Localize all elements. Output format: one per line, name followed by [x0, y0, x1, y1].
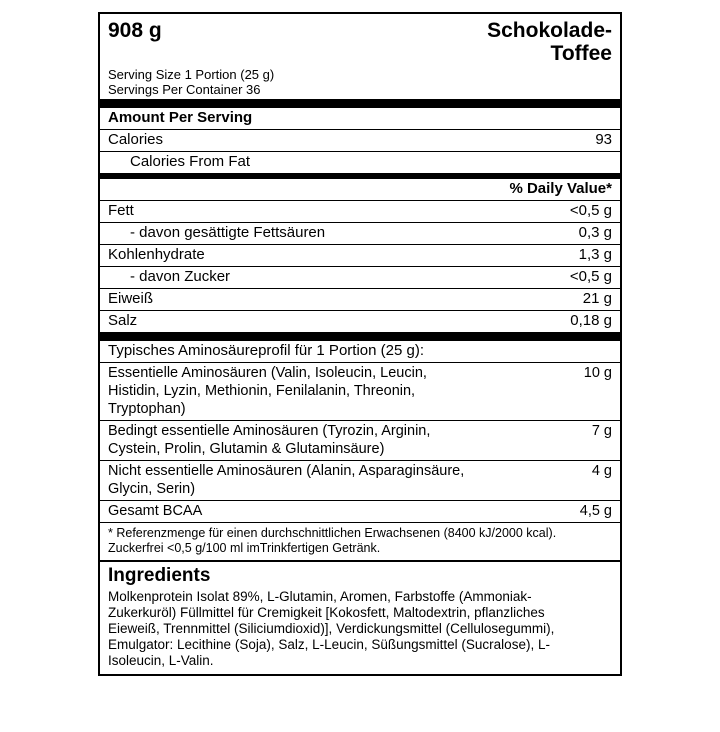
- serving-size: Serving Size 1 Portion (25 g): [108, 67, 275, 82]
- amino-row-nicht-essentielle: Nicht essentielle Aminosäuren (Alanin, Asparaginsäure, Glycin, Serin) 4 g: [100, 461, 620, 501]
- amino-row-bedingt: Bedingt essentielle Aminosäuren (Tyrozin, Arginin, Cystein, Prolin, Glutamin & Glutaminsäure) 7 g: [100, 421, 620, 461]
- nutrient-row-kohlenhydrate: Kohlenhydrate 1,3 g: [100, 245, 620, 267]
- amino-row-essentielle: Essentielle Aminosäuren (Valin, Isoleucin, Leucin, Histidin, Lyzin, Methionin, Fenilalanin, Threonin, Tryptophan) 10 g: [100, 363, 620, 421]
- reference-footnote: * Referenzmenge für einen durchschnittlichen Erwachsenen (8400 kJ/2000 kcal). Zuckerfrei <0,5 g/100 ml imTrinkfertigen Getränk.: [108, 526, 557, 555]
- calories-from-fat-label: Calories From Fat: [130, 153, 251, 170]
- calories-row: [100, 130, 620, 152]
- calories-value: 93: [595, 131, 612, 148]
- ingredients-text: Molkenprotein Isolat 89%, L-Glutamin, Aromen, Farbstoffe (Ammoniak-Zukerkuröl) Füllmittel für Cremigkeit [Kokosfett, Maltodextrin, pflanzliches Eieweiß, Trennmittel (Siliciumdioxid)], Verdickungsmittel (Cellulosegummi), Emulgator: Lecithine (Soja), Salz, L-Leucin, Süßungsmittel (Sucralose), L-Isoleucin, L-Valin.: [108, 589, 555, 668]
- amount-per-serving-header: Amount Per Serving: [100, 108, 620, 130]
- divider-bar-thick: [100, 332, 620, 341]
- nutrient-row-eiweiss: Eiweiß 21 g: [100, 289, 620, 311]
- calories-from-fat-row: [100, 152, 620, 173]
- nutrient-row-zucker: - davon Zucker <0,5 g: [100, 267, 620, 289]
- net-weight: 908 g: [108, 19, 162, 42]
- nutrient-row-fett: Fett <0,5 g: [100, 201, 620, 223]
- amino-row-gesamt-bcaa: Gesamt BCAA 4,5 g: [100, 501, 620, 523]
- nutrient-row-salz: Salz 0,18 g: [108, 312, 612, 329]
- nutrition-label: [98, 12, 622, 676]
- servings-per-container: Servings Per Container 36: [108, 82, 261, 97]
- calories-label: Calories: [108, 131, 164, 148]
- flavor-name: Schokolade-Toffee: [487, 19, 612, 65]
- nutrient-row-gesaettigte: - davon gesättigte Fettsäuren 0,3 g: [100, 223, 620, 245]
- ingredients-title: Ingredients: [108, 565, 211, 586]
- divider-bar-thick: [100, 99, 620, 108]
- daily-value-header: % Daily Value*: [100, 179, 620, 201]
- serving-info: [100, 65, 620, 99]
- amino-profile-title: Typisches Aminosäureprofil für 1 Portion (25 g):: [100, 341, 620, 363]
- label-header: [100, 14, 620, 65]
- ingredients-section: [100, 560, 620, 674]
